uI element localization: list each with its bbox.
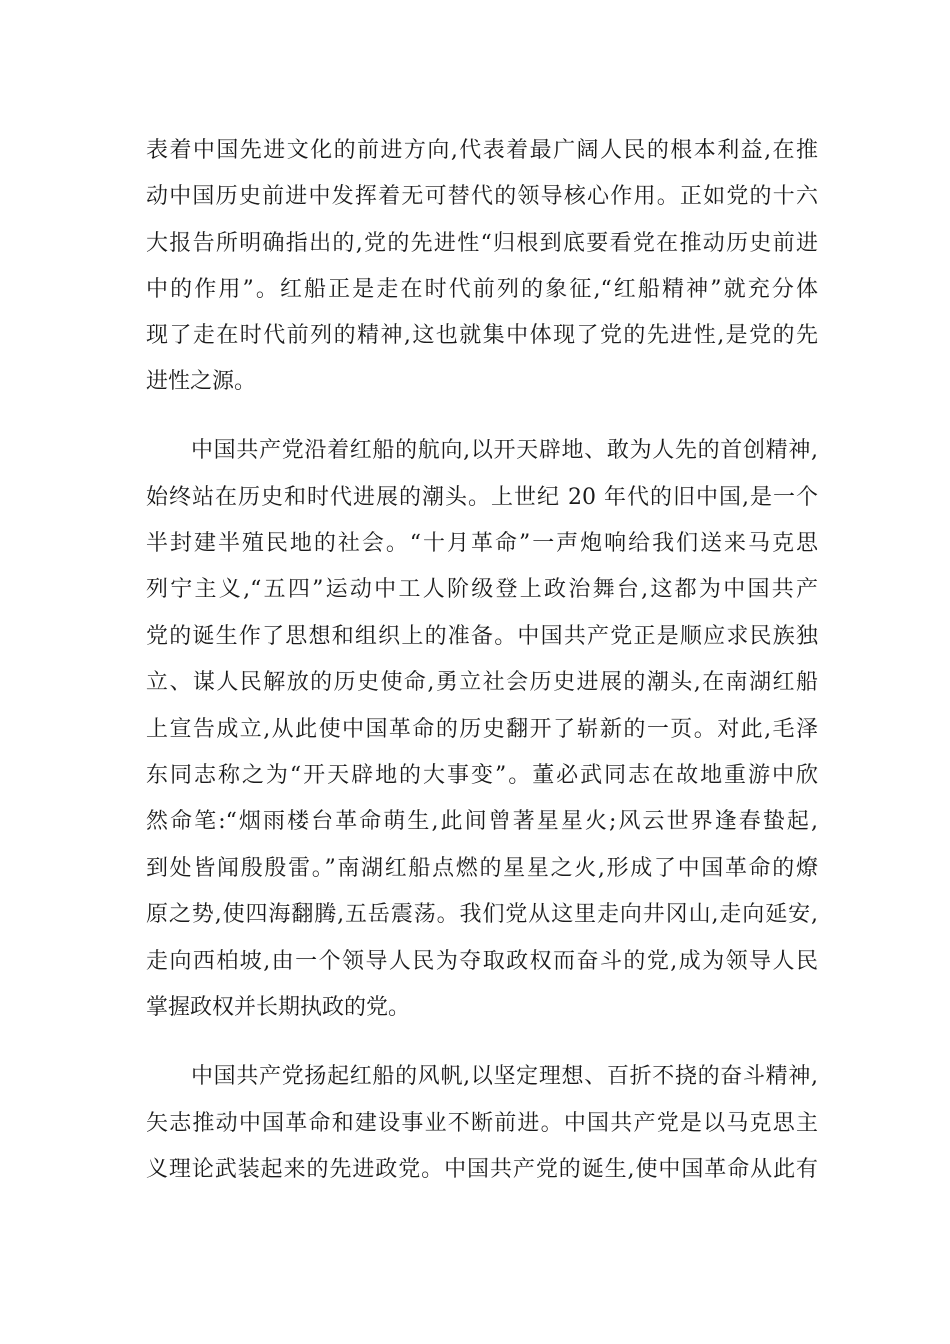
- text-line: 始终站在历史和时代进展的潮头。上世纪 20 年代的旧中国,是一个: [146, 485, 818, 510]
- text-line: 东同志称之为“开天辟地的大事变”。董必武同志在故地重游中欣: [146, 763, 818, 788]
- text-line: 中的作用”。红船正是走在时代前列的象征,“红船精神”就充分体: [146, 277, 818, 302]
- text-line: 然命笔:“烟雨楼台革命萌生,此间曾著星星火;风云世界逢春蛰起,: [146, 809, 818, 834]
- text-line: 党的诞生作了思想和组织上的准备。中国共产党正是顺应求民族独: [146, 624, 818, 649]
- paragraph-first-line: 中国共产党扬起红船的风帆,以坚定理想、百折不挠的奋斗精神,: [191, 1064, 818, 1089]
- text-line: 掌握政权并长期执政的党。: [146, 995, 411, 1020]
- text-line: 半封建半殖民地的社会。“十月革命”一声炮响给我们送来马克思: [146, 531, 818, 556]
- text-line: 走向西柏坡,由一个领导人民为夺取政权而奋斗的党,成为领导人民: [146, 949, 818, 974]
- text-line: 大报告所明确指出的,党的先进性“归根到底要看党在推动历史前进: [146, 231, 818, 256]
- text-line: 义理论武装起来的先进政党。中国共产党的诞生,使中国革命从此有: [146, 1157, 818, 1182]
- text-line: 进性之源。: [146, 369, 257, 394]
- text-line: 到处皆闻殷殷雷。”南湖红船点燃的星星之火,形成了中国革命的燎: [146, 856, 818, 881]
- text-line: 矢志推动中国革命和建设事业不断前进。中国共产党是以马克思主: [146, 1111, 818, 1136]
- text-line: 立、谋人民解放的历史使命,勇立社会历史进展的潮头,在南湖红船: [146, 670, 818, 695]
- text-line: 上宣告成立,从此使中国革命的历史翻开了崭新的一页。对此,毛泽: [146, 717, 818, 742]
- text-line: 动中国历史前进中发挥着无可替代的领导核心作用。正如党的十六: [146, 184, 818, 209]
- paragraph-first-line: 中国共产党沿着红船的航向,以开天辟地、敢为人先的首创精神,: [191, 438, 818, 463]
- text-line: 原之势,使四海翻腾,五岳震荡。我们党从这里走向井冈山,走向延安,: [146, 902, 818, 927]
- text-line: 表着中国先进文化的前进方向,代表着最广阔人民的根本利益,在推: [146, 138, 818, 163]
- text-line: 列宁主义,“五四”运动中工人阶级登上政治舞台,这都为中国共产: [146, 577, 818, 602]
- text-line: 现了走在时代前列的精神,这也就集中体现了党的先进性,是党的先: [146, 323, 818, 348]
